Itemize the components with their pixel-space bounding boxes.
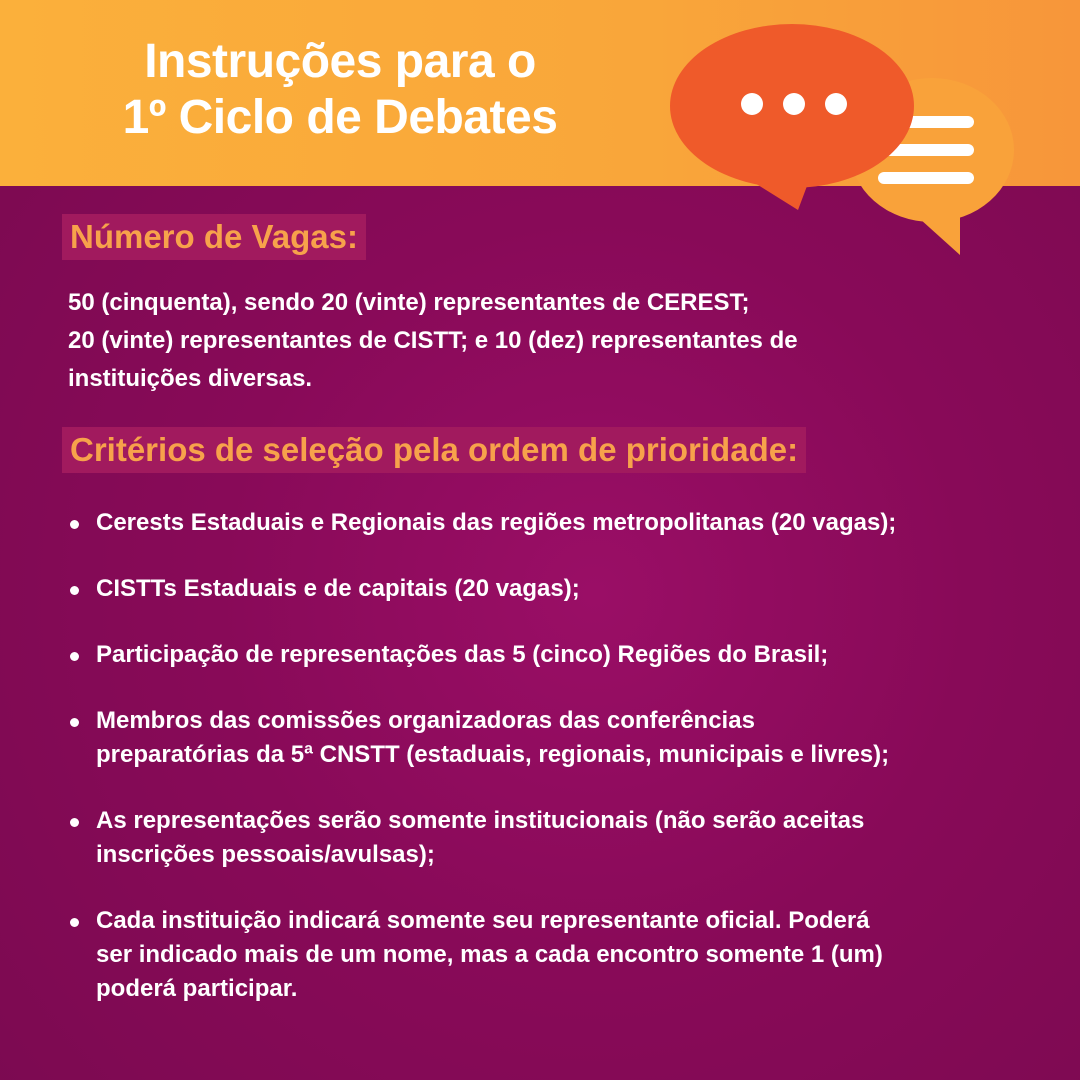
list-item	[68, 804, 1058, 872]
title-line-1: Instruções para o	[144, 35, 536, 88]
list-item-text: preparatórias da 5ª CNSTT (estaduais, regionais, municipais e livres);	[96, 741, 890, 768]
list-item-text: inscrições pessoais/avulsas);	[96, 841, 435, 868]
vagas-description	[68, 284, 1028, 398]
list-item	[68, 572, 1058, 606]
list-item-text: Membros das comissões organizadoras das conferências	[96, 707, 755, 734]
bullet-icon	[70, 586, 79, 595]
criteria-list	[68, 506, 1058, 1006]
list-item	[68, 904, 1058, 1006]
list-item	[68, 506, 1058, 540]
list-item-text: Cerests Estaduais e Regionais das regiões metropolitanas (20 vagas);	[96, 509, 897, 536]
list-item	[68, 704, 1058, 772]
list-item-text: Cada instituição indicará somente seu representante oficial. Poderá	[96, 907, 870, 934]
list-item	[68, 638, 1058, 672]
title-line-2: 1º Ciclo de Debates	[122, 91, 558, 144]
bullet-icon	[70, 652, 79, 661]
bullet-icon	[70, 520, 79, 529]
bullet-icon	[70, 818, 79, 827]
page-title	[60, 34, 620, 146]
list-item-text: As representações serão somente institucionais (não serão aceitas	[96, 807, 865, 834]
vagas-line-2: 20 (vinte) representantes de CISTT; e 10 (dez) representantes de	[68, 327, 798, 354]
bullet-icon	[70, 718, 79, 727]
bullet-icon	[70, 918, 79, 927]
chat-bubbles-illustration	[660, 10, 1080, 260]
list-item-text: ser indicado mais de um nome, mas a cada encontro somente 1 (um)	[96, 941, 883, 968]
criterios-heading: Critérios de seleção pela ordem de prioridade:	[62, 427, 806, 473]
vagas-heading: Número de Vagas:	[62, 214, 366, 260]
list-item-text: poderá participar.	[96, 975, 298, 1002]
vagas-line-3: instituições diversas.	[68, 365, 313, 392]
list-item-text: Participação de representações das 5 (cinco) Regiões do Brasil;	[96, 641, 829, 668]
vagas-line-1: 50 (cinquenta), sendo 20 (vinte) representantes de CEREST;	[68, 289, 750, 316]
list-item-text: CISTTs Estaduais e de capitais (20 vagas);	[96, 575, 580, 602]
